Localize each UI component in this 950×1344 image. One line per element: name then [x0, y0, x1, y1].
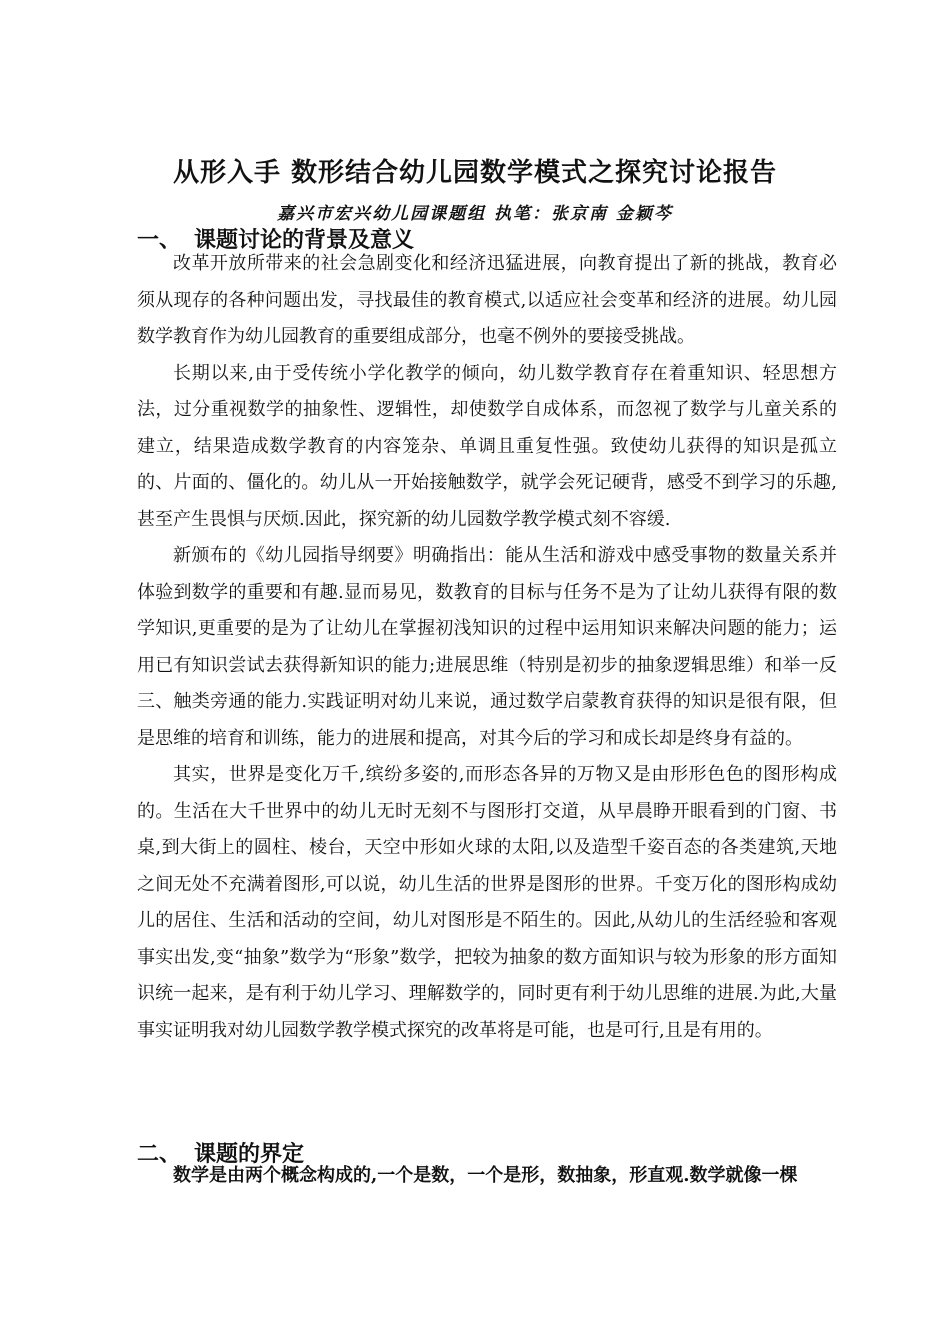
- section-2-body: [137, 1158, 837, 1195]
- paragraph: 数学是由两个概念构成的,一个是数，一个是形，数抽象，形直观.数学就像一棵: [173, 1165, 798, 1186]
- document-title: 从形入手 数形结合幼儿园数学模式之探究讨论报告: [172, 158, 778, 188]
- section-2-number: 二、: [137, 1141, 182, 1167]
- section-1-number: 一、: [137, 227, 182, 253]
- section-2-title: 课题的界定: [194, 1141, 305, 1167]
- section-1-body: [137, 246, 837, 1049]
- section-1-title: 课题讨论的背景及意义: [194, 227, 415, 253]
- paragraph: 其实，世界是变化万千,缤纷多姿的,而形态各异的万物又是由形形色色的图形构成的。生活在大千世界中的幼儿无时无刻不与图形打交道，从早晨睁开眼看到的门窗、书桌,到大街上的圆柱、棱台，天空中形如火球的太阳,以及造型千姿百态的各类建筑,天地之间无处不充满着图形,可以说，幼儿生活的世界是图形的世界。千变万化的图形构成幼儿的居住、生活和活动的空间，幼儿对图形是不陌生的。因此,从幼儿的生活经验和客观事实出发,变“抽象”数学为“形象”数学，把较为抽象的数方面知识与较为形象的形方面知识统一起来，是有利于幼儿学习、理解数学的，同时更有利于幼儿思维的进展.为此,大量事实证明我对幼儿园数学教学模式探究的改革将是可能，也是可行,且是有用的。: [137, 764, 837, 1041]
- document-byline: 嘉兴市宏兴幼儿园课题组 执笔：张京南 金颖芩: [277, 204, 673, 224]
- paragraph: 长期以来,由于受传统小学化教学的倾向，幼儿数学教育存在着重知识、轻思想方法，过分重视数学的抽象性、逻辑性，却使数学自成体系，而忽视了数学与儿童关系的建立，结果造成数学教育的内容笼杂、单调且重复性强。致使幼儿获得的知识是孤立的、片面的、僵化的。幼儿从一开始接触数学，就学会死记硬背，感受不到学习的乐趣,甚至产生畏惧与厌烦.因此，探究新的幼儿园数学教学模式刻不容缓.: [137, 362, 837, 530]
- paragraph: 新颁布的《幼儿园指导纲要》明确指出：能从生活和游戏中感受事物的数量关系并体验到数学的重要和有趣.显而易见，数教育的目标与任务不是为了让幼儿获得有限的数学知识,更重要的是为了让幼儿在掌握初浅知识的过程中运用知识来解决问题的能力；运用已有知识尝试去获得新知识的能力;进展思维（特别是初步的抽象逻辑思维）和举一反三、触类旁通的能力.实践证明对幼儿来说，通过数学启蒙教育获得的知识是很有限，但是思维的培育和训练，能力的进展和提高，对其今后的学习和成长却是终身有益的。: [137, 545, 837, 749]
- paragraph: 改革开放所带来的社会急剧变化和经济迅猛进展，向教育提出了新的挑战，教育必须从现存的各种问题出发，寻找最佳的教育模式,以适应社会变革和经济的进展。幼儿园数学教育作为幼儿园教育的重要组成部分，也毫不例外的要接受挑战。: [137, 253, 837, 347]
